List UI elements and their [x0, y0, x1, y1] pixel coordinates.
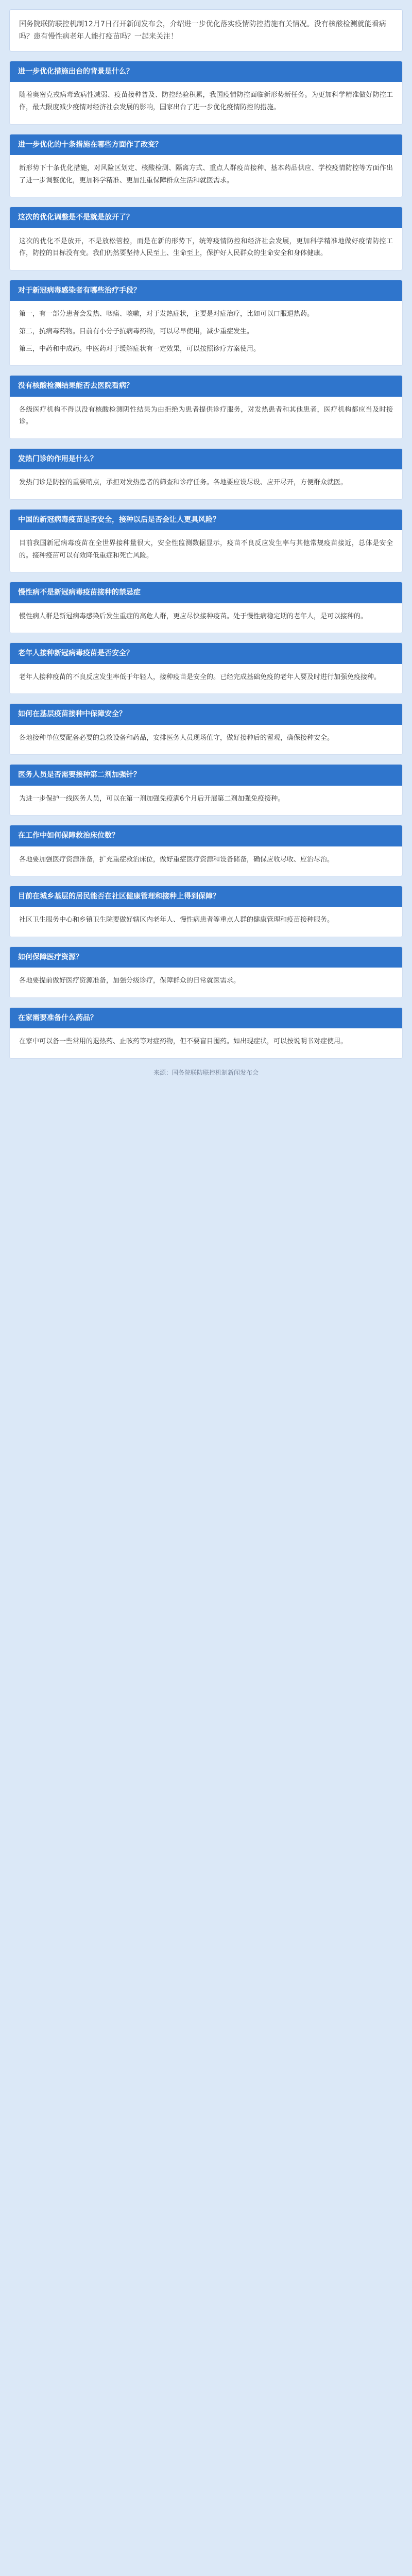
section-title: 对于新冠病毒感染者有哪些治疗手段？	[10, 280, 402, 301]
section-title: 进一步优化措施出台的背景是什么？	[10, 61, 402, 82]
section-paragraph: 发热门诊是防控的重要哨点，承担对发热患者的筛查和诊疗任务。各地要应设尽设、应开尽开，方便群众就医。	[19, 479, 348, 487]
section-title: 医务人员是否需要接种第二剂加强针？	[10, 765, 402, 785]
qa-section	[9, 448, 403, 500]
section-title: 慢性病不是新冠病毒疫苗接种的禁忌症	[10, 582, 402, 603]
section-title: 在工作中如何保障救治床位数？	[10, 825, 402, 846]
section-body	[10, 1028, 402, 1058]
section-title: 在家需要准备什么药品？	[10, 1008, 402, 1028]
section-paragraph: 各地接种单位要配备必要的急救设备和药品，安排医务人员现场值守，做好接种后的留观，确保接种安全。	[19, 734, 334, 742]
section-paragraph: 在家中可以备一些常用的退热药、止咳药等对症药物，但不要盲目囤药。如出现症状，可以按说明书对症使用。	[19, 1038, 348, 1046]
section-paragraph: 慢性病人群是新冠病毒感染后发生重症的高危人群，更应尽快接种疫苗。处于慢性病稳定期的老年人，是可以接种的。	[19, 612, 368, 620]
section-body	[10, 469, 402, 499]
page	[0, 0, 412, 1092]
qa-section	[9, 280, 403, 366]
section-paragraph: 各级医疗机构不得以没有核酸检测阴性结果为由拒绝为患者提供诊疗服务，对发热患者和其他患者，医疗机构都应当及时接诊。	[19, 405, 393, 426]
section-body	[10, 155, 402, 197]
section-paragraph: 各地要加强医疗资源准备，扩充重症救治床位，做好重症医疗资源和设备储备，确保应收尽收、应治尽治。	[19, 855, 334, 863]
section-paragraph: 各地要提前做好医疗资源准备，加强分级诊疗，保障群众的日常就医需求。	[19, 977, 241, 985]
section-paragraph: 为进一步保护一线医务人员，可以在第一剂加强免疫满6个月后开展第二剂加强免疫接种。	[19, 794, 285, 803]
qa-section	[9, 825, 403, 876]
section-body	[10, 786, 402, 816]
section-paragraph: 第二，抗病毒药物。目前有小分子抗病毒药物，可以尽早使用，减少重症发生。	[19, 327, 254, 335]
qa-section	[9, 703, 403, 755]
section-title: 如何在基层疫苗接种中保障安全？	[10, 704, 402, 724]
qa-section	[9, 375, 403, 439]
section-body	[10, 301, 402, 365]
section-title: 老年人接种新冠病毒疫苗是否安全？	[10, 643, 402, 664]
qa-section	[9, 207, 403, 270]
qa-section	[9, 582, 403, 633]
qa-section	[9, 134, 403, 198]
section-body	[10, 725, 402, 755]
intro-text: 国务院联防联控机制12月7日召开新闻发布会，介绍进一步优化落实疫情防控措施有关情况。没有核酸检测就能看病吗？患有慢性病老年人能打疫苗吗？一起来关注！	[9, 9, 403, 52]
qa-section	[9, 61, 403, 125]
section-body	[10, 664, 402, 694]
qa-section	[9, 1007, 403, 1059]
qa-section	[9, 509, 403, 573]
section-title: 中国的新冠病毒疫苗是否安全，接种以后是否会让人更具风险？	[10, 510, 402, 530]
source-footer: 来源：国务院联防联控机制新闻发布会	[153, 1069, 259, 1077]
section-paragraph: 第一，有一部分患者会发热、咽痛、咳嗽，对于发热症状，主要是对症治疗，比如可以口服退热药。	[19, 310, 314, 318]
section-body	[10, 907, 402, 937]
sections	[0, 61, 412, 1059]
section-title: 目前在城乡基层的居民能否在社区健康管理和接种上得到保障？	[10, 886, 402, 907]
section-paragraph: 随着奥密克戎病毒致病性减弱、疫苗接种普及、防控经验积累，我国疫情防控面临新形势新任务。为更加科学精准做好防控工作，最大限度减少疫情对经济社会发展的影响，国家出台了进一步优化疫情防控的措施。	[19, 91, 393, 112]
qa-section	[9, 886, 403, 937]
section-title: 进一步优化的十条措施在哪些方面作了改变？	[10, 134, 402, 155]
qa-section	[9, 946, 403, 998]
section-paragraph: 目前我国新冠病毒疫苗在全世界接种量很大，安全性监测数据显示，疫苗不良反应发生率与其他常规疫苗接近，总体是安全的。接种疫苗可以有效降低重症和死亡风险。	[19, 539, 393, 560]
section-body	[10, 82, 402, 124]
section-body	[10, 228, 402, 270]
section-body	[10, 397, 402, 438]
section-title: 如何保障医疗资源？	[10, 947, 402, 968]
qa-section	[9, 642, 403, 694]
section-paragraph: 新形势下十条优化措施，对风险区划定、核酸检测、隔离方式、重点人群疫苗接种、基本药品供应、学校疫情防控等方面作出了进一步调整优化，更加科学精准、更加注重保障群众生活和就医需求。	[19, 164, 393, 184]
section-body	[10, 530, 402, 572]
section-body	[10, 846, 402, 876]
section-title: 发热门诊的作用是什么？	[10, 449, 402, 469]
section-paragraph: 这次的优化不是放开，不是放松管控，而是在新的形势下，统筹疫情防控和经济社会发展，更加科学精准地做好疫情防控工作，防控的目标没有变。我们仍然要坚持人民至上、生命至上，保护好人民群众的生命安全和身体健康。	[19, 237, 393, 258]
section-paragraph: 第三，中药和中成药。中医药对于缓解症状有一定效果，可以按照诊疗方案使用。	[19, 345, 261, 353]
section-title: 这次的优化调整是不是就是放开了？	[10, 207, 402, 228]
section-body	[10, 603, 402, 633]
section-paragraph: 老年人接种疫苗的不良反应发生率低于年轻人，接种疫苗是安全的。已经完成基础免疫的老年人要及时进行加强免疫接种。	[19, 673, 381, 681]
section-paragraph: 社区卫生服务中心和乡镇卫生院要做好辖区内老年人、慢性病患者等重点人群的健康管理和疫苗接种服务。	[19, 916, 334, 924]
section-title: 没有核酸检测结果能否去医院看病？	[10, 376, 402, 396]
qa-section	[9, 764, 403, 816]
section-body	[10, 968, 402, 997]
